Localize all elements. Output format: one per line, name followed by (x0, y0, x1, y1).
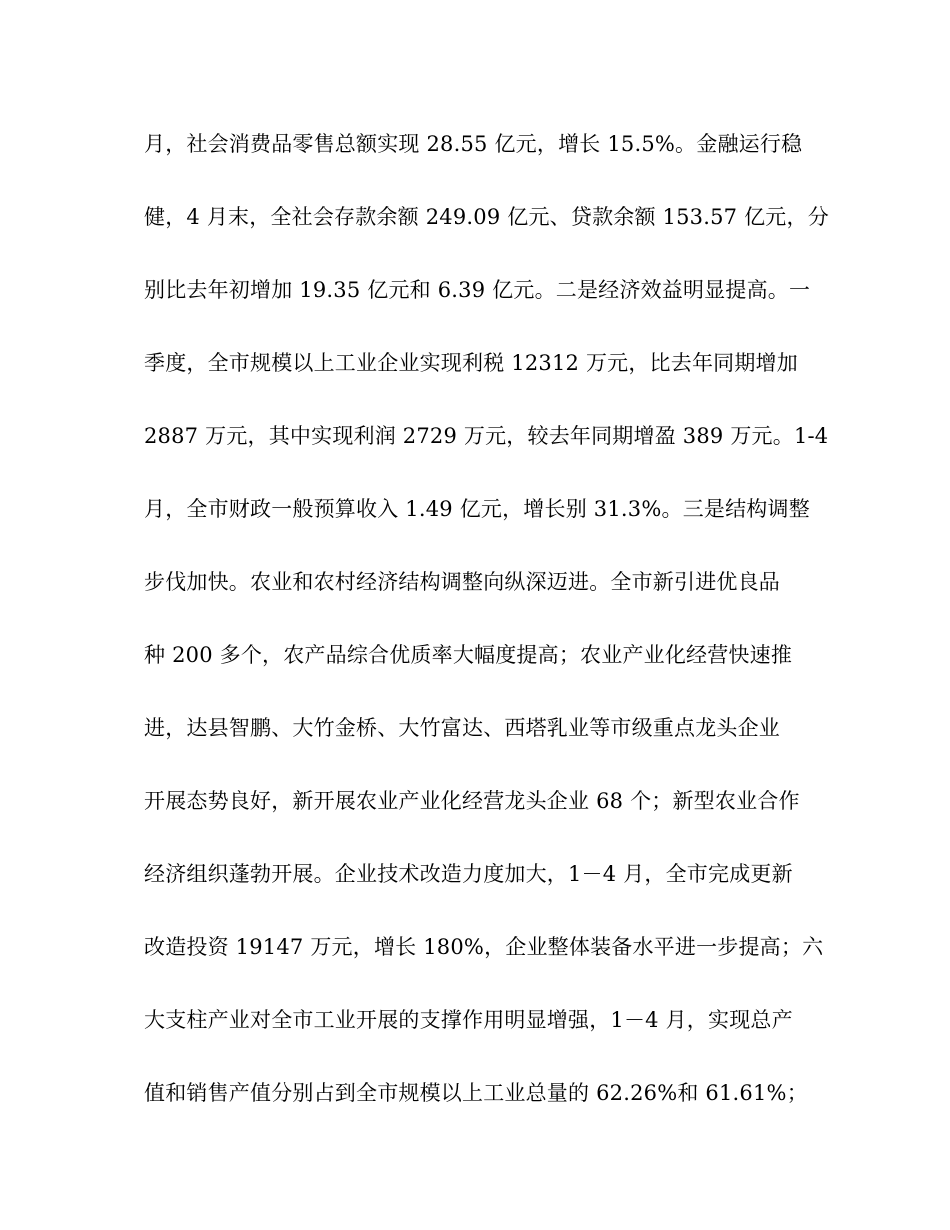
text-line: 进，达县智鹏、大竹金桥、大竹富达、西塔乳业等市级重点龙头企业 (144, 716, 780, 740)
text-line: 健，4 月末，全社会存款余额 249.09 亿元、贷款余额 153.57 亿元，分 (144, 205, 829, 229)
text-line: 步伐加快。农业和农村经济结构调整向纵深迈进。全市新引进优良品 (144, 570, 780, 594)
text-line: 改造投资 19147 万元，增长 180%，企业整体装备水平进一步提高；六 (144, 935, 824, 959)
text-line: 2887 万元，其中实现利润 2729 万元，较去年同期增盈 389 万元。1-4 (144, 424, 829, 448)
text-line: 别比去年初增加 19.35 亿元和 6.39 亿元。二是经济效益明显提高。一 (144, 278, 811, 302)
text-line: 季度，全市规模以上工业企业实现利税 12312 万元，比去年同期增加 (144, 351, 798, 375)
text-line: 月，社会消费品零售总额实现 28.55 亿元，增长 15.5%。金融运行稳 (144, 132, 803, 156)
text-line: 月，全市财政一般预算收入 1.49 亿元，增长别 31.3%。三是结构调整 (144, 497, 810, 521)
text-line: 大支柱产业对全市工业开展的支撑作用明显增强，1－4 月，实现总产 (144, 1008, 793, 1032)
text-line: 值和销售产值分别占到全市规模以上工业总量的 62.26%和 61.61%； (144, 1081, 808, 1105)
text-line: 开展态势良好，新开展农业产业化经营龙头企业 68 个；新型农业合作 (144, 789, 800, 813)
text-line: 经济组织蓬勃开展。企业技术改造力度加大，1－4 月，全市完成更新 (144, 862, 793, 886)
text-line: 种 200 多个，农产品综合优质率大幅度提高；农业产业化经营快速推 (144, 643, 793, 667)
body-text (144, 120, 829, 1142)
